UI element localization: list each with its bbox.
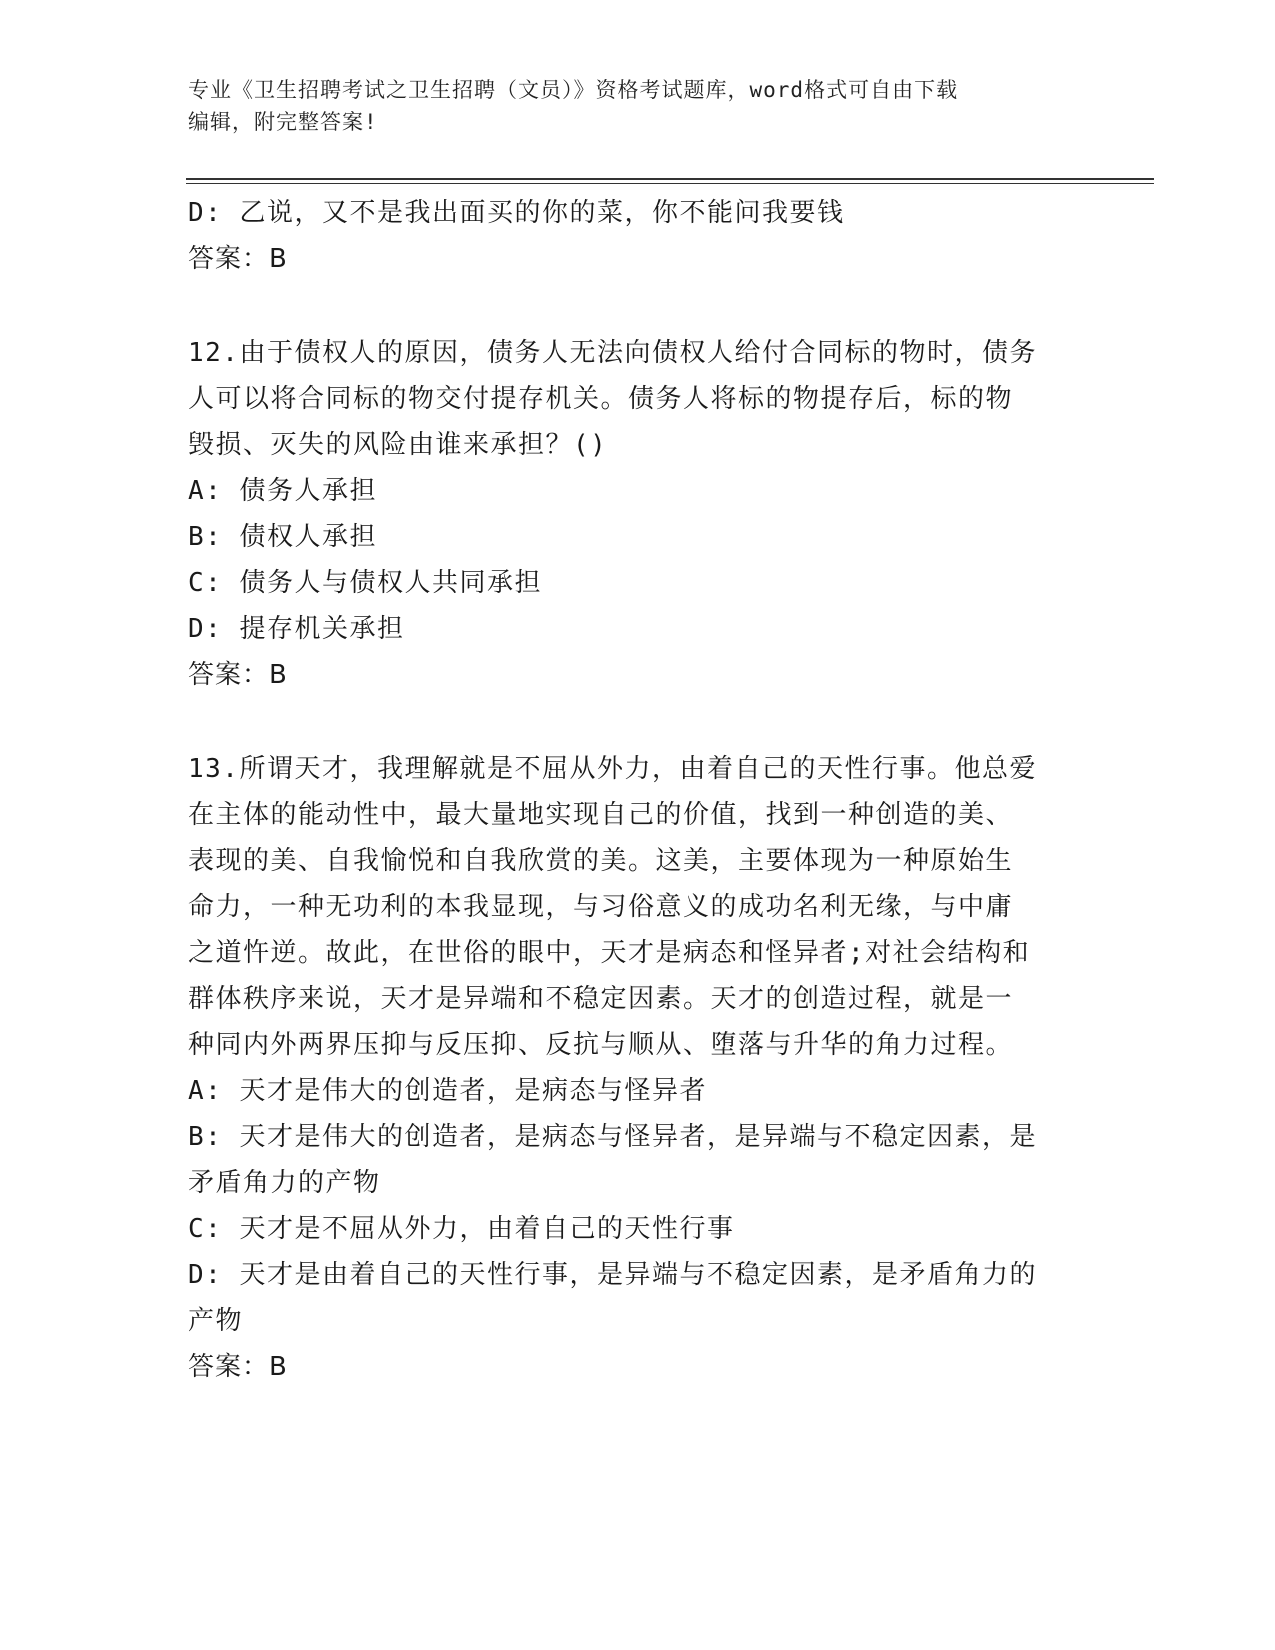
question-13-option-d-cont: 产物 (188, 1306, 244, 1336)
question-13-line: 种同内外两界压抑与反压抑、反抗与顺从、堕落与升华的角力过程。 (188, 1030, 1014, 1060)
question-13-answer: 答案：B (188, 1352, 288, 1382)
prev-option-d: D: 乙说，又不是我出面买的你的菜，你不能问我要钱 (188, 198, 845, 228)
question-13-line: 命力，一种无功利的本我显现，与习俗意义的成功名利无缘，与中庸 (188, 892, 1014, 922)
document-header (188, 74, 1088, 138)
question-12-line: 毁损、灭失的风险由谁来承担？() (188, 430, 608, 460)
question-13-line: 在主体的能动性中，最大量地实现自己的价值，找到一种创造的美、 (188, 800, 1014, 830)
header-line-2: 编辑，附完整答案! (188, 110, 378, 134)
question-13-option-b: B: 天才是伟大的创造者，是病态与怪异者，是异端与不稳定因素，是 (188, 1122, 1037, 1152)
document-body (188, 190, 1088, 1390)
question-13-option-a: A: 天才是伟大的创造者，是病态与怪异者 (188, 1076, 707, 1106)
question-12-option-b: B: 债权人承担 (188, 522, 377, 552)
question-13-line: 13.所谓天才，我理解就是不屈从外力，由着自己的天性行事。他总爱 (188, 754, 1037, 784)
question-13-line: 之道忤逆。故此，在世俗的眼中，天才是病态和怪异者;对社会结构和 (188, 938, 1031, 968)
question-12-option-c: C: 债务人与债权人共同承担 (188, 568, 542, 598)
question-13-line: 表现的美、自我愉悦和自我欣赏的美。这美，主要体现为一种原始生 (188, 846, 1014, 876)
prev-answer: 答案：B (188, 244, 288, 274)
question-13-option-c: C: 天才是不屈从外力，由着自己的天性行事 (188, 1214, 735, 1244)
header-divider-thin (186, 183, 1154, 184)
question-13 (188, 746, 1088, 1390)
question-13-option-d: D: 天才是由着自己的天性行事，是异端与不稳定因素，是矛盾角力的 (188, 1260, 1037, 1290)
question-12-option-a: A: 债务人承担 (188, 476, 377, 506)
question-12-line: 12.由于债权人的原因，债务人无法向债权人给付合同标的物时，债务 (188, 338, 1037, 368)
question-12-answer: 答案：B (188, 660, 288, 690)
question-12 (188, 330, 1088, 698)
question-12-line: 人可以将合同标的物交付提存机关。债务人将标的物提存后，标的物 (188, 384, 1014, 414)
header-divider-thick (186, 178, 1154, 180)
question-12-option-d: D: 提存机关承担 (188, 614, 405, 644)
question-13-line: 群体秩序来说，天才是异端和不稳定因素。天才的创造过程，就是一 (188, 984, 1014, 1014)
header-line-1: 专业《卫生招聘考试之卫生招聘（文员）》资格考试题库，word格式可自由下载 (188, 78, 959, 102)
question-13-option-b-cont: 矛盾角力的产物 (188, 1168, 381, 1198)
